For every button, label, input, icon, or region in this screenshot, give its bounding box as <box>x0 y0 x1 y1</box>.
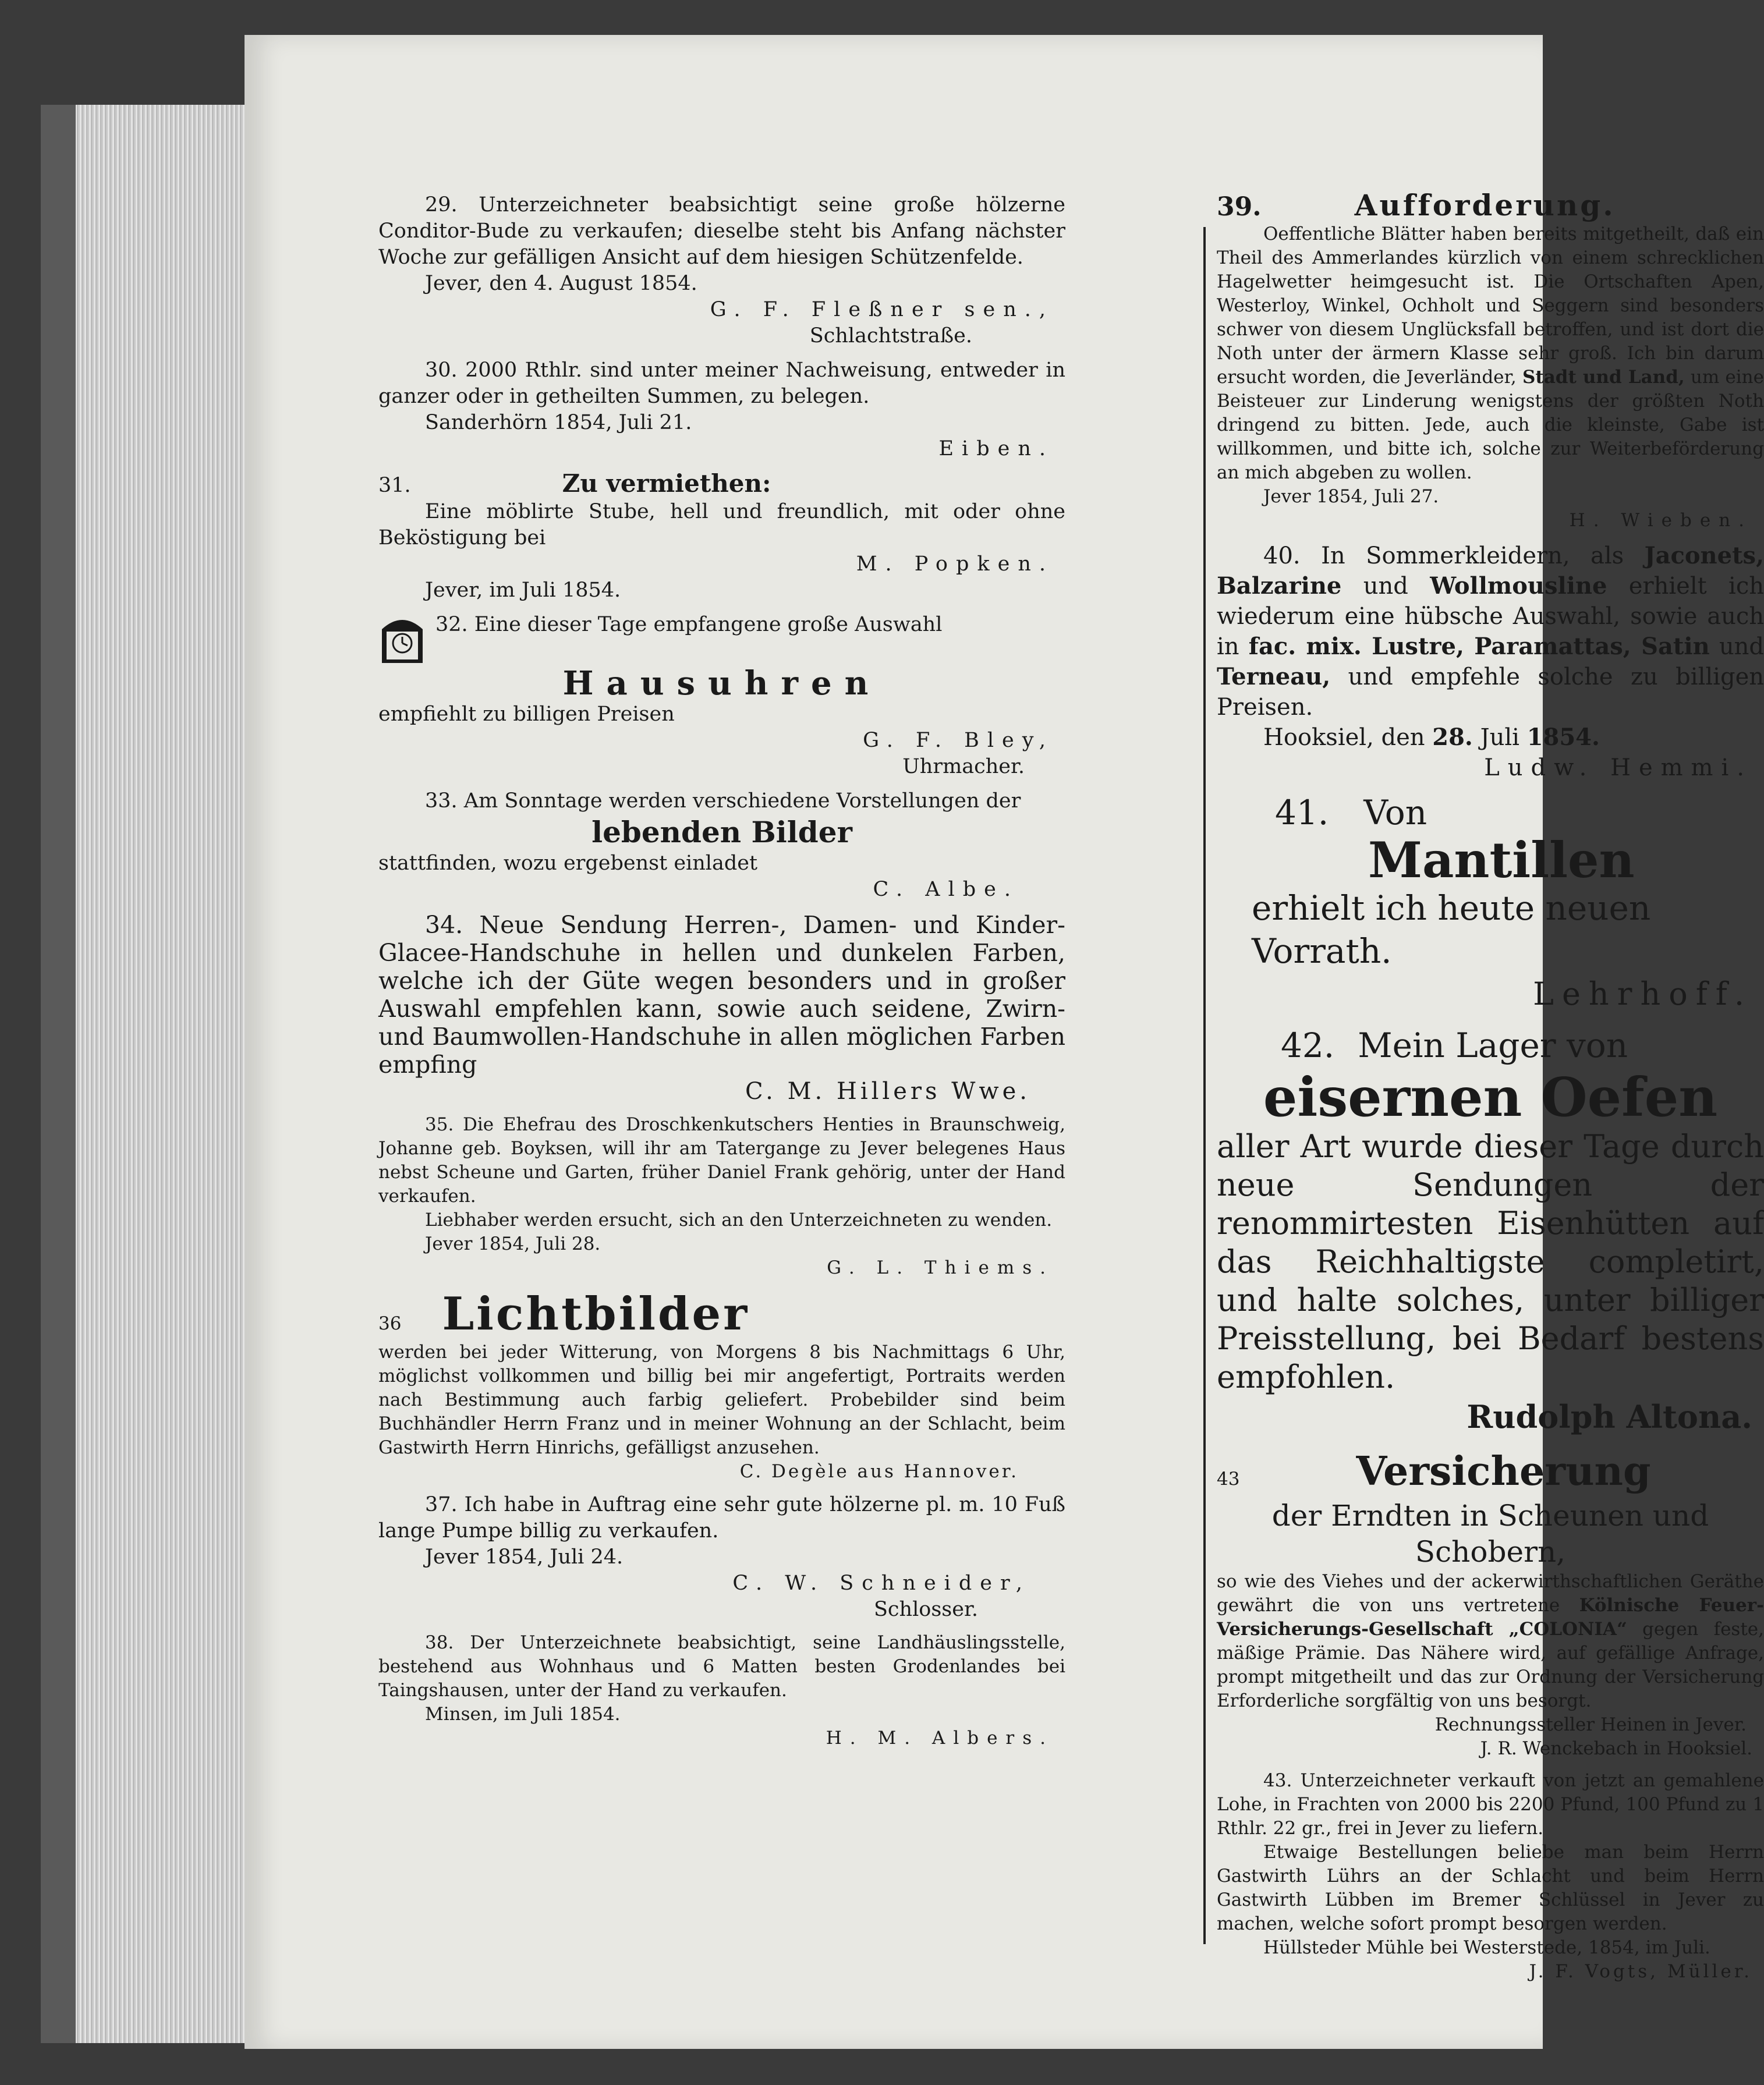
notice-37-signature-trade: Schlosser. <box>873 1598 978 1621</box>
notice-35-date: Jever 1854, Juli 28. <box>425 1233 601 1254</box>
notice-38-signature: H. M. Albers. <box>826 1728 1054 1749</box>
notice-33-text2: stattfinden, wozu ergebenst einladet <box>378 852 758 875</box>
notice-42-text1: Mein Lager von <box>1358 1026 1628 1065</box>
notice-31-date: Jever, im Juli 1854. <box>425 579 621 602</box>
clock-icon <box>378 612 426 665</box>
notice-31-number: 31. <box>378 474 411 497</box>
notice-43-insurance <box>1217 1445 1764 1761</box>
notice-33-signature: C. Albe. <box>873 878 1019 901</box>
notice-30-signature: Eiben. <box>938 437 1054 460</box>
notice-40-b4: fac. mix. Lustre, Paramattas, Satin <box>1248 633 1710 660</box>
notice-43a-t1: so wie des Viehes und der ackerwirthschaftlichen Geräthe gewährt die von uns vertretene <box>1217 1571 1764 1616</box>
notice-40-date-c: Juli <box>1480 724 1519 751</box>
notice-31-signature: M. Popken. <box>856 552 1054 576</box>
notice-42 <box>1217 1024 1764 1437</box>
notice-40-t3: erhielt ich wiederum eine hübsche Auswahl, sowie auch in <box>1217 573 1764 660</box>
notice-40-t5: und empfehle solche zu billigen Preisen. <box>1217 664 1764 721</box>
notice-32-text2: empfiehlt zu billigen Preisen <box>378 703 675 726</box>
notice-43a-subtitle: der Erndten in Scheunen und Schobern, <box>1271 1499 1709 1569</box>
notice-35 <box>378 1113 1065 1280</box>
notice-37-signature: C. W. Schneider, <box>732 1572 1030 1595</box>
notice-33-text: 33. Am Sonntage werden verschiedene Vorstellungen der <box>425 789 1021 813</box>
notice-29-signature: G. F. Fleßner sen., <box>710 298 1054 321</box>
notice-34 <box>378 911 1065 1105</box>
notice-30-date: Sanderhörn 1854, Juli 21. <box>425 411 692 434</box>
notice-40-signature: Ludw. Hemmi. <box>1484 754 1752 781</box>
notice-38-date: Minsen, im Juli 1854. <box>425 1704 621 1725</box>
left-column <box>378 192 1065 1758</box>
notice-32-signature: G. F. Bley, <box>863 729 1054 752</box>
notice-32-title: Hausuhren <box>562 664 881 703</box>
notice-33 <box>378 788 1065 903</box>
notice-31 <box>378 470 1065 604</box>
notice-41-number: 41. <box>1275 793 1329 832</box>
notice-42-text2: aller Art wurde dieser Tage durch neue Sendungen der renommirtesten Eisenhütten auf das Reichhaltigste completirt, und halte solches, unter billiger Preisstellung, bei Bedarf bestens empfohlen. <box>1217 1128 1764 1395</box>
notice-40-t4: und <box>1719 633 1764 660</box>
notice-39-bold: Stadt und Land, <box>1522 367 1685 388</box>
notice-34-text: 34. Neue Sendung Herren-, Damen- und Kinder-Glacee-Handschuhe in hellen und dunkelen Farben, welche ich der Güte wegen besonders und in großer Auswahl empfehlen kann, sowie auch seidene, Zwirn- und Baumwollen-Handschuhe in allen möglichen Farben empfing <box>378 911 1065 1079</box>
notice-43a-t2: gegen feste, mäßige Prämie. Das Nähere wird, auf gefällige Anfrage, prompt mitgetheilt und das zur Ordnung der Versicherung Erforderliche sorgfältig von uns besorgt. <box>1217 1619 1764 1711</box>
notice-40-b2: Balzarine <box>1217 572 1342 600</box>
notice-43b-signature: J. F. Vogts, Müller. <box>1529 1961 1752 1982</box>
notice-35-signature: G. L. Thiems. <box>827 1257 1054 1278</box>
notice-43-lohe <box>1217 1769 1764 1984</box>
notice-29-date: Jever, den 4. August 1854. <box>425 272 697 295</box>
notice-30 <box>378 357 1065 462</box>
notice-39-text: Oeffentliche Blätter haben bereits mitgetheilt, daß ein Theil des Ammerlandes kürzlich von einem schrecklichen Hagelwetter heimgesucht ist. Die Ortschaften Apen, Westerloy, Winkel, Ochholt und Seggern sind besonders schwer von diesem Unglücksfall betroffen, und ist dort die Noth unter der ärmern Klasse sehr groß. Ich bin darum ersucht worden, die Jeverländer, <box>1217 224 1764 388</box>
notice-36 <box>378 1288 1065 1484</box>
notice-34-signature: C. M. Hillers Wwe. <box>745 1078 1030 1105</box>
notice-43b-date: Hüllsteder Mühle bei Westerstede, 1854, im Juli. <box>1263 1937 1710 1958</box>
notice-39-number: 39. <box>1217 192 1262 222</box>
notice-29 <box>378 192 1065 349</box>
notice-41-von: Von <box>1363 793 1428 832</box>
notice-31-title: Zu vermiethen: <box>562 469 771 498</box>
notice-39-date: Jever 1854, Juli 27. <box>1263 486 1439 507</box>
notice-32 <box>378 612 1065 780</box>
notice-39-signature: H. Wieben. <box>1569 510 1752 531</box>
notice-40-t1: 40. In Sommerkleidern, als <box>1263 542 1624 569</box>
notice-39-title: Aufforderung. <box>1354 188 1616 222</box>
notice-30-text: 30. 2000 Rthlr. sind unter meiner Nachweisung, entweder in ganzer oder in getheilten Summen, zu belegen. <box>378 359 1065 408</box>
notice-42-title: eisernen Oefen <box>1263 1066 1718 1129</box>
notice-29-signature-street: Schlachtstraße. <box>809 324 972 347</box>
right-column <box>972 188 1764 1992</box>
notice-41-text: erhielt ich heute neuen Vorrath. <box>1252 888 1651 971</box>
notice-38-text: 38. Der Unterzeichnete beabsichtigt, seine Landhäuslingsstelle, bestehend aus Wohnhaus und 6 Matten besten Grodenlandes bei Taingshausen, unter der Hand zu verkaufen. <box>378 1632 1065 1701</box>
notice-40-date-d: 1854. <box>1526 724 1600 751</box>
notice-40-b1: Jaconets, <box>1644 542 1764 569</box>
notice-32-signature-trade: Uhrmacher. <box>902 755 1025 778</box>
notice-42-number: 42. <box>1281 1026 1335 1065</box>
notice-36-number: 36 <box>378 1313 402 1334</box>
notice-43a-b1: Kölnische Feuer-Versicherungs-Gesellschaft „COLONIA“ <box>1217 1595 1764 1640</box>
notice-36-signature: C. Degèle aus Hannover. <box>739 1461 1019 1482</box>
notice-39 <box>1217 188 1764 533</box>
notice-40-b3: Wollmousline <box>1430 572 1607 600</box>
notice-33-title: lebenden Bilder <box>591 815 852 849</box>
notice-36-text: werden bei jeder Witterung, von Morgens 8 bis Nachmittags 6 Uhr, möglichst vollkommen und billig bei mir angefertigt, Portraits werden nach Bestimmung auch farbig geliefert. Probebilder sind beim Buchhändler Herrn Franz und in meiner Wohnung an der Schlacht, beim Gastwirth Herrn Hinrichs, gefälligst anzusehen. <box>378 1342 1065 1458</box>
notice-38 <box>378 1631 1065 1750</box>
notice-42-signature: Rudolph Altona. <box>1467 1398 1752 1435</box>
notice-40-t2: und <box>1363 573 1408 600</box>
notice-40-date-b: 28. <box>1432 724 1473 751</box>
notice-40 <box>1217 541 1764 783</box>
notice-29-text: 29. Unterzeichneter beabsichtigt seine große hölzerne Conditor-Bude zu verkaufen; dieselbe steht bis Anfang nächster Woche zur gefälligen Ansicht auf dem hiesigen Schützenfelde. <box>378 193 1065 269</box>
notice-39-text2: um eine Beisteuer zur Linderung wenigstens der größten Noth dringend zu bitten. Jede, auch die kleinste, Gabe ist willkommen, und bitte ich, solche zur Weiterbeförderung an mich abgeben zu wollen. <box>1217 367 1764 483</box>
notice-37 <box>378 1492 1065 1623</box>
notice-40-b5: Terneau, <box>1217 663 1331 690</box>
newspaper-page <box>245 35 1764 2049</box>
notice-37-text: 37. Ich habe in Auftrag eine sehr gute hölzerne pl. m. 10 Fuß lange Pumpe billig zu verkaufen. <box>378 1493 1065 1543</box>
notice-43a-title: Versicherung <box>1356 1448 1651 1495</box>
notice-43a-signature1: Rechnungssteller Heinen in Jever. <box>1434 1714 1747 1735</box>
notice-41-signature: Lehrhoff. <box>1533 976 1752 1012</box>
notice-35-text2: Liebhaber werden ersucht, sich an den Unterzeichneten zu wenden. <box>425 1210 1053 1231</box>
notice-40-date-a: Hooksiel, den <box>1263 724 1425 751</box>
book-cover-edge <box>41 105 76 2043</box>
notice-43a-number: 43 <box>1217 1469 1240 1490</box>
notice-37-date: Jever 1854, Juli 24. <box>425 1545 624 1569</box>
notice-41 <box>1217 791 1764 1016</box>
notice-36-title: Lichtbilder <box>442 1288 750 1341</box>
notice-43a-signature2: J. R. Wenckebach in Hooksiel. <box>1480 1738 1752 1759</box>
notice-35-text: 35. Die Ehefrau des Droschkenkutschers Henties in Braunschweig, Johanne geb. Boyksen, will ihr am Tatergange zu Jever belegenes Haus nebst Scheune und Garten, früher Daniel Frank gehörig, unter der Hand verkaufen. <box>378 1114 1065 1207</box>
notice-32-text: 32. Eine dieser Tage empfangene große Auswahl <box>435 613 943 636</box>
notice-43b-text: 43. Unterzeichneter verkauft von jetzt an gemahlene Lohe, in Frachten von 2000 bis 2200 Pfund, 100 Pfund zu 1 Rthlr. 22 gr., frei in Jever zu liefern. <box>1217 1770 1764 1839</box>
notice-31-text: Eine möblirte Stube, hell und freundlich, mit oder ohne Beköstigung bei <box>378 500 1065 549</box>
notice-43b-text2: Etwaige Bestellungen beliebe man beim Herrn Gastwirth Lührs an der Schlacht und beim Herrn Gastwirth Lübben im Bremer Schlüssel in Jever zu machen, welche sofort prompt besorgen werden. <box>1217 1842 1764 1934</box>
notice-41-title: Mantillen <box>1368 831 1635 889</box>
